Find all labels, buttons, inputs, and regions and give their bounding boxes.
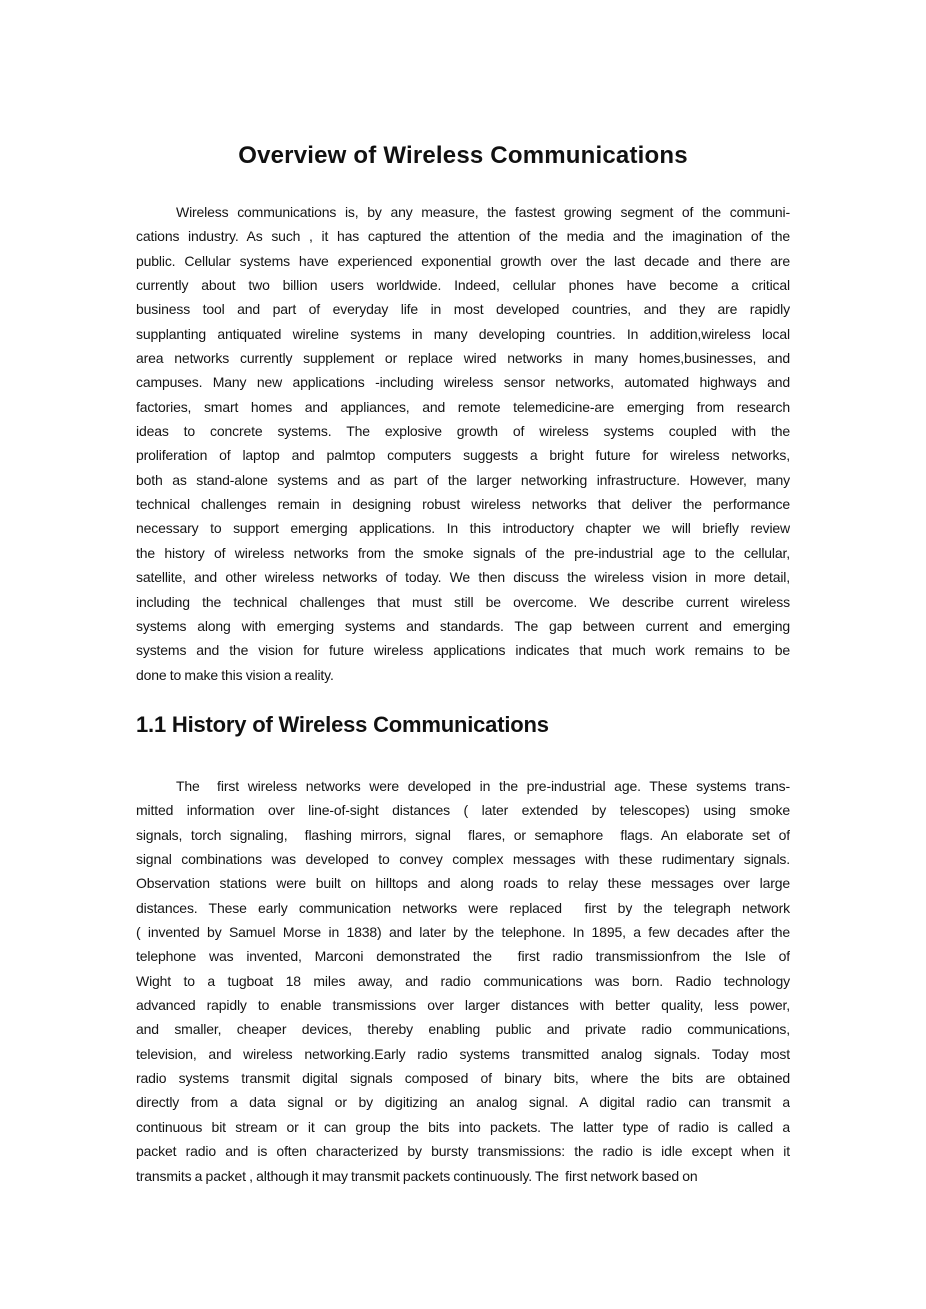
text-line: factories, smart homes and appliances, and remote telemedicine-are emerging from research (136, 398, 790, 415)
text-line: advanced rapidly to enable transmissions over larger distances with better quality, less power, (136, 997, 790, 1014)
text-line: systems and the vision for future wireless applications indicates that much work remains to be (136, 642, 790, 659)
text-line: necessary to support emerging applications. In this introductory chapter we will brieﬂy review (136, 520, 790, 537)
text-line: signals, torch signaling, ﬂashing mirrors, signal ﬂares, or semaphore ﬂags. An elaborate set of (136, 826, 790, 843)
text-line: Observation stations were built on hilltops and along roads to relay these messages over large (136, 875, 790, 892)
history-paragraph (136, 774, 790, 1188)
page-title: Overview of Wireless Communications (238, 142, 688, 169)
text-line: both as stand-alone systems and as part of the larger networking infrastructure. However, many (136, 471, 790, 488)
intro-paragraph (136, 200, 790, 687)
text-line: including the technical challenges that must still be overcome. We describe current wireless (136, 593, 790, 610)
text-line: transmits a packet , although it may transmit packets continuously. The ﬁrst network based on (136, 1167, 698, 1184)
text-line: satellite, and other wireless networks of today. We then discuss the wireless vision in more detail, (136, 569, 790, 586)
text-line: technical challenges remain in designing robust wireless networks that deliver the performance (136, 496, 790, 513)
text-line: distances. These early communication networks were replaced ﬁrst by the telegraph network (136, 899, 790, 916)
text-line: proliferation of laptop and palmtop computers suggests a bright future for wireless networks, (136, 447, 790, 464)
text-line: Wireless communications is, by any measure, the fastest growing segment of the communi- (176, 204, 790, 220)
text-line: done to make this vision a reality. (136, 666, 334, 683)
text-line: directly from a data signal or by digitizing an analog signal. A digital radio can transmit a (136, 1094, 790, 1111)
text-line: systems along with emerging systems and standards. The gap between current and emerging (136, 617, 790, 634)
text-line: telephone was invented, Marconi demonstrated the ﬁrst radio transmissionfrom the Isle of (136, 948, 790, 965)
text-line: ideas to concrete systems. The explosive growth of wireless systems coupled with the (136, 423, 790, 440)
text-line: campuses. Many new applications -including wireless sensor networks, automated highways and (136, 374, 790, 391)
text-line: television, and wireless networking.Early radio systems transmitted analog signals. Today most (136, 1045, 790, 1062)
text-line: ( invented by Samuel Morse in 1838) and later by the telephone. In 1895, a few decades after the (136, 924, 790, 941)
text-line: the history of wireless networks from the smoke signals of the pre-industrial age to the cellular, (136, 544, 790, 561)
text-line: business tool and part of everyday life in most developed countries, and they are rapidly (136, 301, 790, 318)
text-line: supplanting antiquated wireline systems in many developing countries. In addition,wireless local (136, 325, 790, 342)
text-line: continuous bit stream or it can group the bits into packets. The latter type of radio is called a (136, 1118, 790, 1135)
text-line: currently about two billion users worldwide. Indeed, cellular phones have become a critical (136, 277, 790, 294)
text-line: area networks currently supplement or replace wired networks in many homes,businesses, and (136, 350, 790, 367)
text-line: packet radio and is often characterized by bursty transmissions: the radio is idle except when it (136, 1143, 790, 1160)
text-line: mitted information over line-of-sight distances ( later extended by telescopes) using smoke (136, 802, 790, 819)
text-line: radio systems transmit digital signals composed of binary bits, where the bits are obtained (136, 1070, 790, 1087)
section-heading: 1.1 History of Wireless Communications (136, 712, 549, 737)
text-line: public. Cellular systems have experienced exponential growth over the last decade and there are (136, 252, 790, 269)
text-line: and smaller, cheaper devices, thereby enabling public and private radio communications, (136, 1021, 790, 1038)
text-line: cations industry. As such , it has captured the attention of the media and the imagination of the (136, 228, 790, 245)
text-line: The ﬁrst wireless networks were developed in the pre-industrial age. These systems trans- (176, 778, 790, 794)
text-line: Wight to a tugboat 18 miles away, and radio communications was born. Radio technology (136, 972, 790, 989)
text-line: signal combinations was developed to convey complex messages with these rudimentary signals. (136, 851, 790, 868)
